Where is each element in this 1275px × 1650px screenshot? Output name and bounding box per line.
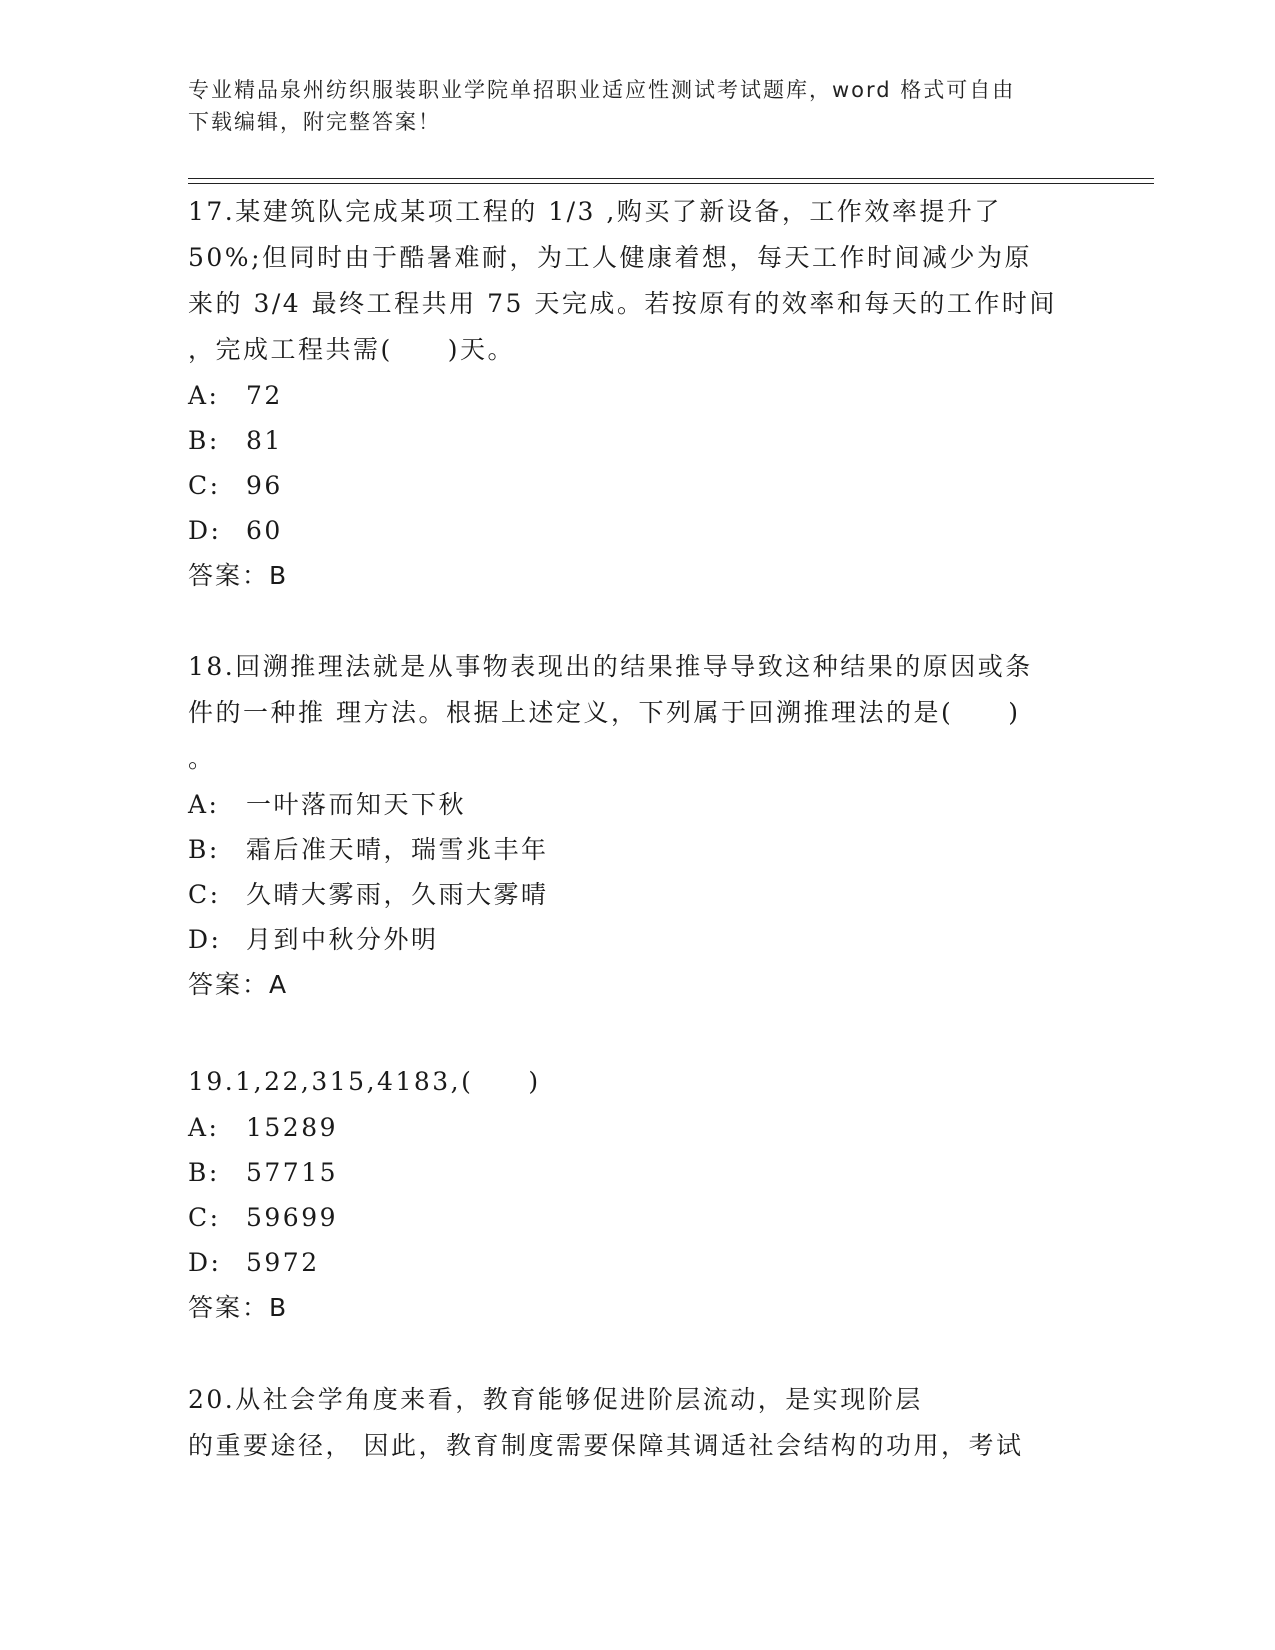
option-label: D: [188,925,222,954]
option-text: 一叶落而知天下秋 [246,790,467,819]
question-stem-line: 17.某建筑队完成某项工程的 1/3 ,购买了新设备，工作效率提升了 [188,197,1002,226]
option-c [188,463,1088,508]
option-text: 15289 [246,1113,339,1142]
option-a [188,373,1088,418]
option-label: C: [188,471,221,500]
option-label: D: [188,516,222,545]
option-label: B: [188,426,220,455]
answer-line: 答案：A [188,970,289,999]
option-b [188,418,1088,463]
header-divider-top [188,178,1154,179]
option-c [188,1195,1088,1240]
option-text: 久晴大雾雨，久雨大雾晴 [246,880,549,909]
option-label: A: [188,381,220,410]
question-18 [188,644,1088,1008]
question-stem-line: 20.从社会学角度来看，教育能够促进阶层流动，是实现阶层 [188,1385,923,1414]
question-stem-line: 来的 3/4 最终工程共用 75 天完成。若按原有的效率和每天的工作时间 [188,289,1057,318]
question-stem-line: 件的一种推 理方法。根据上述定义，下列属于回溯推理法的是( ) [188,698,1021,727]
option-b [188,827,1088,872]
option-label: D: [188,1248,222,1277]
question-20 [188,1377,1088,1469]
option-d [188,1240,1088,1285]
question-stem-line: 的重要途径， 因此，教育制度需要保障其调适社会结构的功用，考试 [188,1431,1024,1460]
answer-line: 答案：B [188,561,289,590]
option-text: 57715 [246,1158,339,1187]
option-a [188,1105,1088,1150]
option-text: 霜后准天晴，瑞雪兆丰年 [246,835,549,864]
option-label: A: [188,1113,220,1142]
option-b [188,1150,1088,1195]
option-text: 月到中秋分外明 [246,925,439,954]
question-stem-line: 18.回溯推理法就是从事物表现出的结果推导导致这种结果的原因或条 [188,652,1033,681]
option-text: 59699 [246,1203,339,1232]
question-17 [188,189,1088,599]
option-label: B: [188,1158,220,1187]
option-d [188,508,1088,553]
answer-line: 答案：B [188,1293,289,1322]
option-text: 5972 [246,1248,320,1277]
header-line-1: 专业精品泉州纺织服装职业学院单招职业适应性测试考试题库，word 格式可自由 [188,78,1016,102]
option-a [188,782,1088,827]
question-stem-line: 50%;但同时由于酷暑难耐，为工人健康着想，每天工作时间减少为原 [188,243,1032,272]
option-label: A: [188,790,220,819]
option-label: B: [188,835,220,864]
header-divider-bottom [188,183,1154,184]
option-d [188,917,1088,962]
question-stem-line: 19.1,22,315,4183,( ) [188,1067,541,1096]
question-stem-line: ，完成工程共需( )天。 [188,335,516,364]
question-19 [188,1059,1088,1331]
option-label: C: [188,880,221,909]
option-text: 60 [246,516,283,545]
option-label: C: [188,1203,221,1232]
header-line-2: 下载编辑，附完整答案！ [188,110,441,134]
option-text: 96 [246,471,283,500]
option-text: 72 [246,381,283,410]
option-text: 81 [246,426,283,455]
option-c [188,872,1088,917]
document-header [188,74,1088,138]
question-stem-line: 。 [188,744,216,773]
